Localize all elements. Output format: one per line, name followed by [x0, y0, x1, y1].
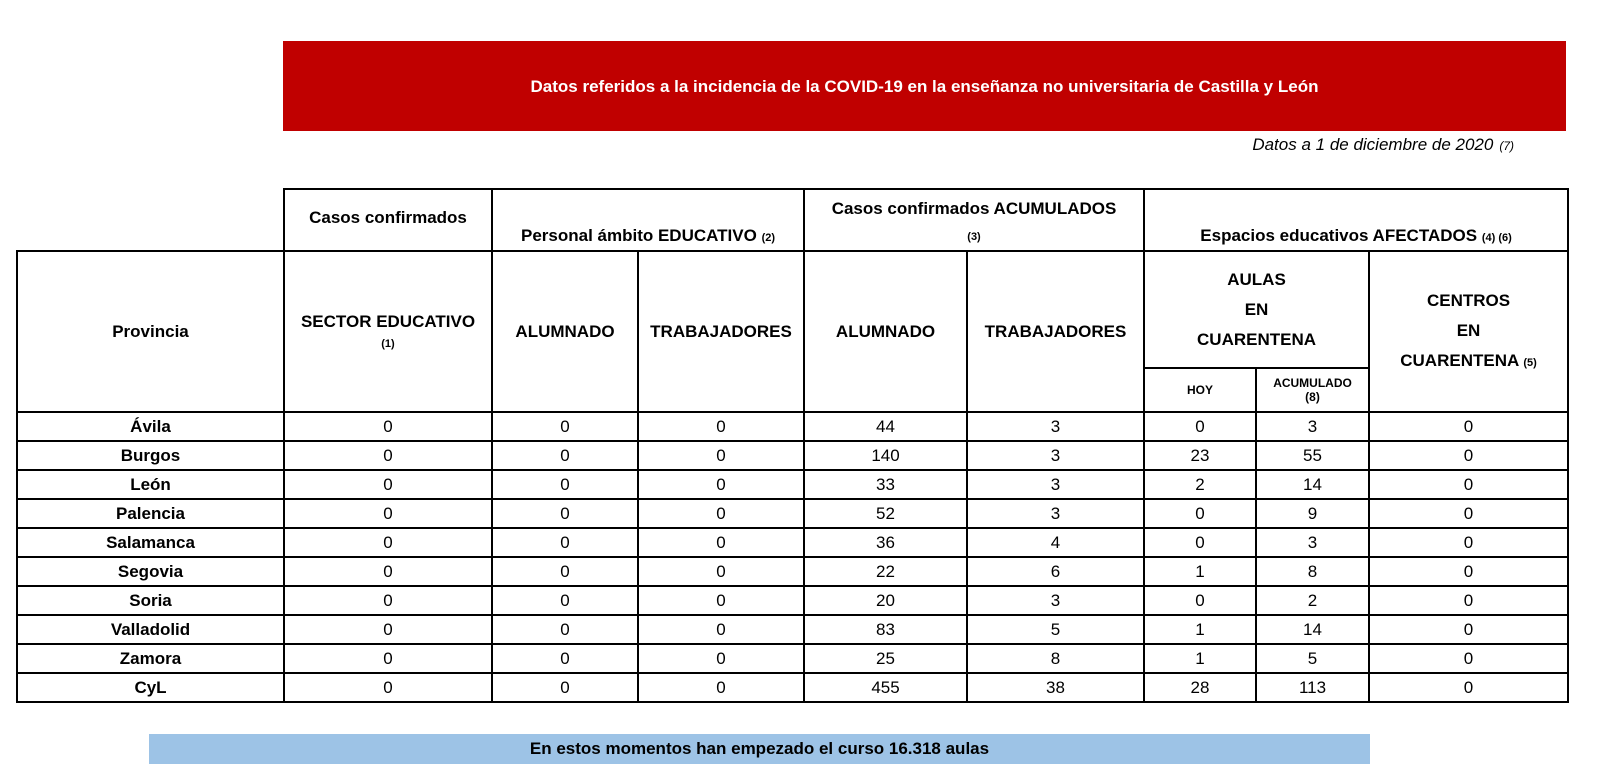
cell-acum-trabajadores: 5 — [967, 615, 1144, 644]
col-header-alumnado: ALUMNADO — [492, 251, 638, 412]
cell-acum-trabajadores: 6 — [967, 557, 1144, 586]
cell-acum-alumnado: 52 — [804, 499, 967, 528]
cell-acum-alumnado: 83 — [804, 615, 967, 644]
col-header-centros-cuarentena: CENTROS EN CUARENTENA (5) — [1369, 251, 1568, 412]
covid-education-table — [16, 188, 1569, 703]
cell-sector: 0 — [284, 528, 492, 557]
footer-text: En estos momentos han empezado el curso 16.318 aulas — [529, 739, 990, 758]
cell-trabajadores: 0 — [638, 528, 804, 557]
cell-aulas-hoy: 1 — [1144, 557, 1256, 586]
col-header-sector-educativo: SECTOR EDUCATIVO (1) — [284, 251, 492, 412]
table-row — [17, 615, 1568, 644]
cell-alumnado: 0 — [492, 412, 638, 441]
cell-centros: 0 — [1369, 586, 1568, 615]
cell-centros: 0 — [1369, 441, 1568, 470]
cell-provincia: León — [17, 470, 284, 499]
table-row — [17, 412, 1568, 441]
cell-alumnado: 0 — [492, 644, 638, 673]
cell-centros: 0 — [1369, 615, 1568, 644]
cell-centros: 0 — [1369, 528, 1568, 557]
cell-trabajadores: 0 — [638, 644, 804, 673]
cell-trabajadores: 0 — [638, 557, 804, 586]
report-date-text: Datos a 1 de diciembre de 2020 — [1252, 135, 1494, 154]
cell-alumnado: 0 — [492, 470, 638, 499]
report-date-note: (7) — [1499, 139, 1514, 153]
cell-centros: 0 — [1369, 470, 1568, 499]
cell-aulas-acum: 9 — [1256, 499, 1369, 528]
group-header-casos-confirmados: Casos confirmados — [284, 189, 492, 251]
cell-acum-alumnado: 36 — [804, 528, 967, 557]
cell-acum-trabajadores: 3 — [967, 441, 1144, 470]
cell-aulas-hoy: 1 — [1144, 644, 1256, 673]
cell-aulas-acum: 113 — [1256, 673, 1369, 702]
cell-provincia: Zamora — [17, 644, 284, 673]
cell-acum-trabajadores: 3 — [967, 412, 1144, 441]
cell-sector: 0 — [284, 615, 492, 644]
cell-acum-alumnado: 22 — [804, 557, 967, 586]
cell-alumnado: 0 — [492, 499, 638, 528]
table-row — [17, 673, 1568, 702]
cell-acum-trabajadores: 3 — [967, 470, 1144, 499]
cell-aulas-hoy: 23 — [1144, 441, 1256, 470]
cell-aulas-acum: 14 — [1256, 615, 1369, 644]
col-header-hoy: HOY — [1144, 368, 1256, 412]
cell-acum-trabajadores: 3 — [967, 499, 1144, 528]
cell-provincia: Soria — [17, 586, 284, 615]
table-row — [17, 441, 1568, 470]
cell-centros: 0 — [1369, 644, 1568, 673]
cell-trabajadores: 0 — [638, 673, 804, 702]
cell-sector: 0 — [284, 557, 492, 586]
column-header-row — [17, 251, 1568, 368]
cell-trabajadores: 0 — [638, 586, 804, 615]
col-header-acumulado: ACUMULADO (8) — [1256, 368, 1369, 412]
table-row — [17, 528, 1568, 557]
cell-provincia: Ávila — [17, 412, 284, 441]
cell-trabajadores: 0 — [638, 441, 804, 470]
cell-aulas-acum: 55 — [1256, 441, 1369, 470]
table-row — [17, 644, 1568, 673]
cell-provincia: Palencia — [17, 499, 284, 528]
cell-sector: 0 — [284, 412, 492, 441]
col-header-acum-trabajadores: TRABAJADORES — [967, 251, 1144, 412]
col-header-trabajadores: TRABAJADORES — [638, 251, 804, 412]
table-row — [17, 586, 1568, 615]
cell-aulas-acum: 3 — [1256, 528, 1369, 557]
cell-provincia: Salamanca — [17, 528, 284, 557]
cell-acum-trabajadores: 8 — [967, 644, 1144, 673]
cell-trabajadores: 0 — [638, 615, 804, 644]
cell-trabajadores: 0 — [638, 499, 804, 528]
cell-sector: 0 — [284, 441, 492, 470]
cell-aulas-acum: 3 — [1256, 412, 1369, 441]
group-header-personal: Personal ámbito EDUCATIVO (2) — [492, 189, 804, 251]
table-row — [17, 470, 1568, 499]
cell-provincia: Valladolid — [17, 615, 284, 644]
cell-provincia: Burgos — [17, 441, 284, 470]
col-header-aulas-cuarentena: AULAS EN CUARENTENA — [1144, 251, 1369, 368]
cell-aulas-hoy: 1 — [1144, 615, 1256, 644]
cell-trabajadores: 0 — [638, 412, 804, 441]
group-header-espacios: Espacios educativos AFECTADOS (4) (6) — [1144, 189, 1568, 251]
cell-sector: 0 — [284, 673, 492, 702]
cell-sector: 0 — [284, 586, 492, 615]
cell-aulas-hoy: 28 — [1144, 673, 1256, 702]
cell-aulas-hoy: 0 — [1144, 528, 1256, 557]
col-header-acum-alumnado: ALUMNADO — [804, 251, 967, 412]
cell-acum-trabajadores: 3 — [967, 586, 1144, 615]
cell-sector: 0 — [284, 644, 492, 673]
group-header-acumulados: Casos confirmados ACUMULADOS (3) — [804, 189, 1144, 251]
cell-alumnado: 0 — [492, 528, 638, 557]
group-header-row — [17, 189, 1568, 251]
cell-centros: 0 — [1369, 499, 1568, 528]
cell-alumnado: 0 — [492, 441, 638, 470]
cell-alumnado: 0 — [492, 586, 638, 615]
cell-alumnado: 0 — [492, 557, 638, 586]
data-rows — [17, 412, 1568, 702]
cell-acum-alumnado: 20 — [804, 586, 967, 615]
cell-centros: 0 — [1369, 673, 1568, 702]
cell-acum-alumnado: 33 — [804, 470, 967, 499]
cell-alumnado: 0 — [492, 673, 638, 702]
cell-aulas-hoy: 0 — [1144, 412, 1256, 441]
cell-trabajadores: 0 — [638, 470, 804, 499]
cell-aulas-hoy: 0 — [1144, 499, 1256, 528]
banner-title: Datos referidos a la incidencia de la COVID-19 en la enseñanza no universitaria de Castilla y León — [530, 77, 1319, 96]
report-date — [1252, 135, 1514, 155]
cell-alumnado: 0 — [492, 615, 638, 644]
cell-provincia: CyL — [17, 673, 284, 702]
cell-aulas-acum: 5 — [1256, 644, 1369, 673]
cell-aulas-acum: 14 — [1256, 470, 1369, 499]
cell-aulas-hoy: 0 — [1144, 586, 1256, 615]
cell-sector: 0 — [284, 470, 492, 499]
cell-acum-alumnado: 25 — [804, 644, 967, 673]
cell-sector: 0 — [284, 499, 492, 528]
cell-acum-trabajadores: 4 — [967, 528, 1144, 557]
cell-provincia: Segovia — [17, 557, 284, 586]
cell-acum-alumnado: 44 — [804, 412, 967, 441]
table-row — [17, 499, 1568, 528]
cell-aulas-acum: 8 — [1256, 557, 1369, 586]
cell-centros: 0 — [1369, 412, 1568, 441]
cell-centros: 0 — [1369, 557, 1568, 586]
title-banner — [283, 41, 1566, 131]
cell-aulas-acum: 2 — [1256, 586, 1369, 615]
table-row — [17, 557, 1568, 586]
cell-aulas-hoy: 2 — [1144, 470, 1256, 499]
col-header-provincia: Provincia — [17, 251, 284, 412]
cell-acum-alumnado: 455 — [804, 673, 967, 702]
cell-acum-trabajadores: 38 — [967, 673, 1144, 702]
footer-note — [149, 734, 1370, 764]
cell-acum-alumnado: 140 — [804, 441, 967, 470]
